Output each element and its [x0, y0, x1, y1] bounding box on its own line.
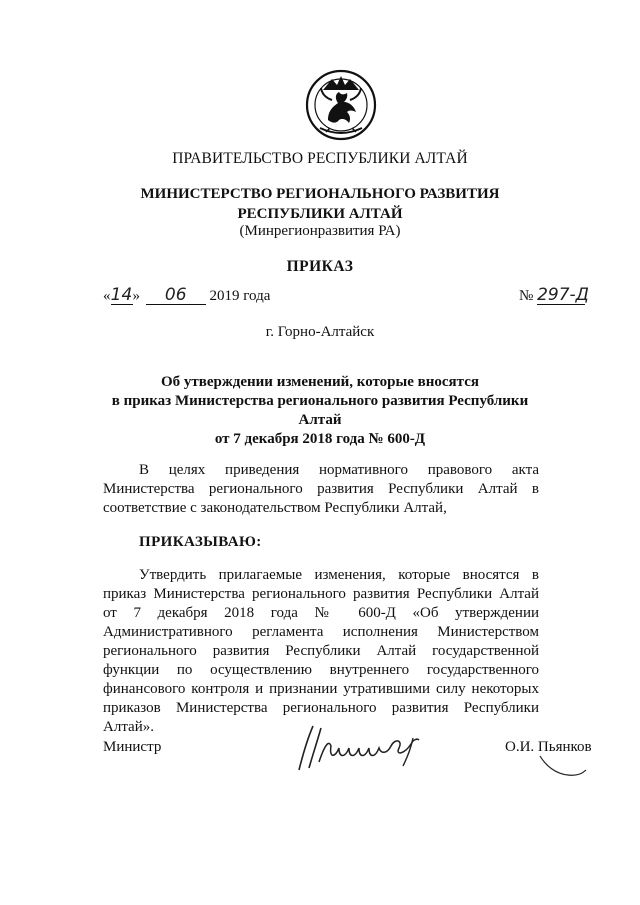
document-type: ПРИКАЗ: [286, 258, 354, 275]
title-line3: от 7 декабря 2018 года № 600-Д: [214, 431, 426, 447]
city: г. Горно-Алтайск: [265, 324, 375, 340]
date-day: 14: [110, 285, 133, 305]
document-date: [103, 287, 270, 305]
date-quote-close: »: [132, 288, 140, 304]
number-value: 297-Д: [537, 285, 589, 305]
order-paragraph: Утвердить прилагаемые изменения, которые вносятся в приказ Министерства регионального развития Республики Алтай от 7 декабря 2018 года № 600-Д «Об утверждении Административного регламента исполнения Министерством регионального развития Республики Алтай государственной функции по осуществлению внутреннего государственного финансового контроля и признании утратившими силу некоторых приказов Министерства регионального развития Республики Алтай».: [103, 567, 539, 735]
number-blank: [537, 285, 589, 305]
coat-of-arms-icon: [304, 68, 378, 142]
preamble-paragraph: В целях приведения нормативного правового акта Министерства регионального развития Республики Алтай в соответствие с законодательством Республики Алтай,: [103, 462, 539, 516]
number-prefix: №: [519, 288, 534, 304]
ministry-name: [0, 184, 640, 224]
signature-icon: [295, 718, 435, 778]
ministry-short-name: (Минрегионразвития РА): [239, 223, 401, 239]
date-month: 06: [164, 285, 187, 305]
title-line1: Об утверждении изменений, которые вносятся: [161, 374, 479, 390]
date-month-blank: [146, 287, 206, 305]
signer-position: Министр: [103, 739, 162, 755]
signature-flourish-icon: [538, 754, 588, 780]
ministry-name-line1: МИНИСТЕРСТВО РЕГИОНАЛЬНОГО РАЗВИТИЯ: [140, 186, 500, 202]
date-year: 2019 года: [209, 288, 271, 304]
signer-name: О.И. Пьянков: [505, 739, 592, 755]
order-word: ПРИКАЗЫВАЮ:: [139, 534, 262, 550]
document-title: [100, 373, 540, 449]
date-day-blank: [111, 287, 133, 305]
title-line2: в приказ Министерства регионального развития Республики Алтай: [111, 393, 529, 428]
date-quote-open: «: [103, 288, 111, 304]
government-name: ПРАВИТЕЛЬСТВО РЕСПУБЛИКИ АЛТАЙ: [172, 150, 468, 167]
document-number: [519, 285, 589, 305]
ministry-name-line2: РЕСПУБЛИКИ АЛТАЙ: [237, 206, 403, 222]
